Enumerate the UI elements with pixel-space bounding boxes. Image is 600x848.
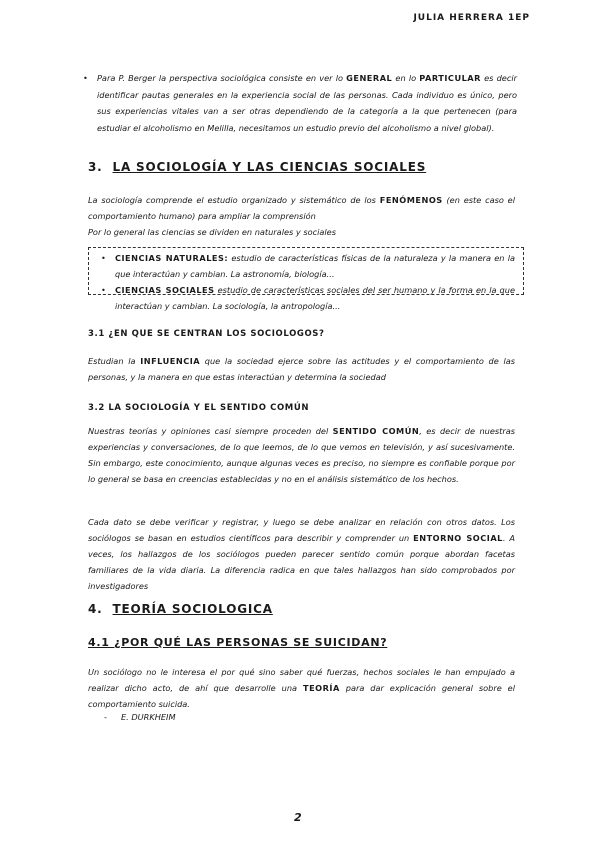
subsection-3-1-title: 3.1 ¿EN QUE SE CENTRAN LOS SOCIOLOGOS?: [88, 329, 325, 339]
sociales-text: estudio de características sociales del ser humano y la forma en la que interactúan y cambian. La sociología, la antropología...: [115, 285, 515, 311]
sub32-p1-text-a: Nuestras teorías y opiniones casi siempre proceden del: [88, 426, 333, 436]
sub32-p1-text-b: , es decir de nuestras experiencias y conversaciones, de lo que leemos, de lo que vemos en televisión, y así sucesivamente. Sin embargo, este conocimiento, aunque algunas veces es preciso, no siempre es confiable porque por lo general se basa en creencias establecidas y no en el análisis sistemático de los hechos.: [88, 426, 515, 484]
keyword-entorno-social: ENTORNO SOCIAL: [413, 533, 503, 543]
section-3-paragraph-2: Por lo general las ciencias se dividen en naturales y sociales: [88, 227, 336, 237]
keyword-sentido-comun: SENTIDO COMÚN: [332, 426, 420, 436]
sciences-dashed-box: [88, 247, 524, 311]
author-header: JULIA HERRERA 1EP: [413, 13, 530, 23]
section-3-text-a: La sociología comprende el estudio organizado y sistemático de los: [88, 195, 380, 205]
section-4-title: TEORÍA SOCIOLOGICA: [112, 602, 273, 616]
list-item: [104, 712, 176, 722]
keyword-influencia: INFLUENCIA: [140, 356, 201, 366]
subsection-3-2-paragraph-1: [88, 423, 515, 487]
keyword-particular: PARTICULAR: [419, 73, 481, 83]
subsection-3-1-paragraph: [88, 353, 515, 385]
keyword-ciencias-naturales: CIENCIAS NATURALES:: [115, 253, 229, 263]
section-3-text-b: (en este caso el comportamiento humano) para ampliar la comprensión: [88, 195, 515, 221]
subsection-4-1-title: 4.1 ¿POR QUÉ LAS PERSONAS SE SUICIDAN?: [88, 636, 388, 649]
durkheim-item: E. DURKHEIM: [120, 712, 176, 722]
subsection-4-1-paragraph: [88, 664, 515, 712]
keyword-teoria: TEORÍA: [302, 683, 340, 693]
section-3-heading: [88, 160, 426, 174]
sub32-p2-text-b: . A veces, los hallazgos de los sociólogos pueden parecer sentido común porque abordan facetas familiares de la vida diaria. La diferencia radica en que tales hallazgos han sido comprobados por investigadores: [88, 533, 515, 591]
section-4-heading: [88, 602, 273, 616]
section-3-number: 3.: [88, 160, 103, 174]
bullet-dot-icon: •: [83, 73, 88, 83]
keyword-ciencias-sociales: CIENCIAS SOCIALES: [115, 285, 215, 295]
sub32-p2-text-a: Cada dato se debe verificar y registrar, y luego se debe analizar en relación con otros datos. Los sociólogos se basan en estudios científicos para describir y comprender un: [88, 517, 515, 543]
subsection-3-2-paragraph-2: [88, 514, 515, 594]
sub41-text-a: Un sociólogo no le interesa el por qué sino saber qué fuerzas, hechos sociales le han empujado a realizar dicho acto, de ahí que desarrolle una: [88, 667, 515, 693]
page-number: 2: [294, 811, 302, 824]
keyword-general: GENERAL: [346, 73, 393, 83]
sub31-text-b: que la sociedad ejerce sobre las actitudes y el comportamiento de las personas, y la manera en que estas interactúan y determina la sociedad: [88, 356, 516, 382]
subsection-3-2-title: 3.2 LA SOCIOLOGÍA Y EL SENTIDO COMÚN: [88, 403, 310, 413]
list-item: [101, 250, 516, 282]
intro-bullet: [83, 70, 517, 136]
list-item: [101, 282, 515, 314]
bullet-dot-icon: •: [101, 285, 106, 295]
keyword-fenomenos: FENÓMENOS: [379, 195, 443, 205]
dash-marker: -: [104, 712, 107, 722]
intro-text-2: en lo: [392, 73, 420, 83]
intro-text-3: es decir identificar pautas generales en la experiencia social de las personas. Cada individuo es único, pero sus experiencias vitales van a ser otras dependiendo de la categoría a la que pertenecen (para estudiar el alcoholismo en Melilla, necesitamos un estudio previo del alcoholismo a nivel global).: [97, 73, 517, 133]
section-3-paragraph: [88, 192, 515, 224]
section-4-number: 4.: [88, 602, 103, 616]
naturales-text: estudio de características físicas de la naturaleza y la manera en la que interactúan y cambian. La astronomía, biología...: [115, 253, 516, 279]
sub31-text-a: Estudian la: [88, 356, 141, 366]
bullet-dot-icon: •: [101, 253, 106, 263]
sub41-text-b: para dar explicación general sobre el comportamiento suicida.: [88, 683, 515, 709]
intro-text-1: Para P. Berger la perspectiva sociológica consiste en ver lo: [97, 73, 347, 83]
section-3-title: LA SOCIOLOGÍA Y LAS CIENCIAS SOCIALES: [112, 160, 427, 174]
